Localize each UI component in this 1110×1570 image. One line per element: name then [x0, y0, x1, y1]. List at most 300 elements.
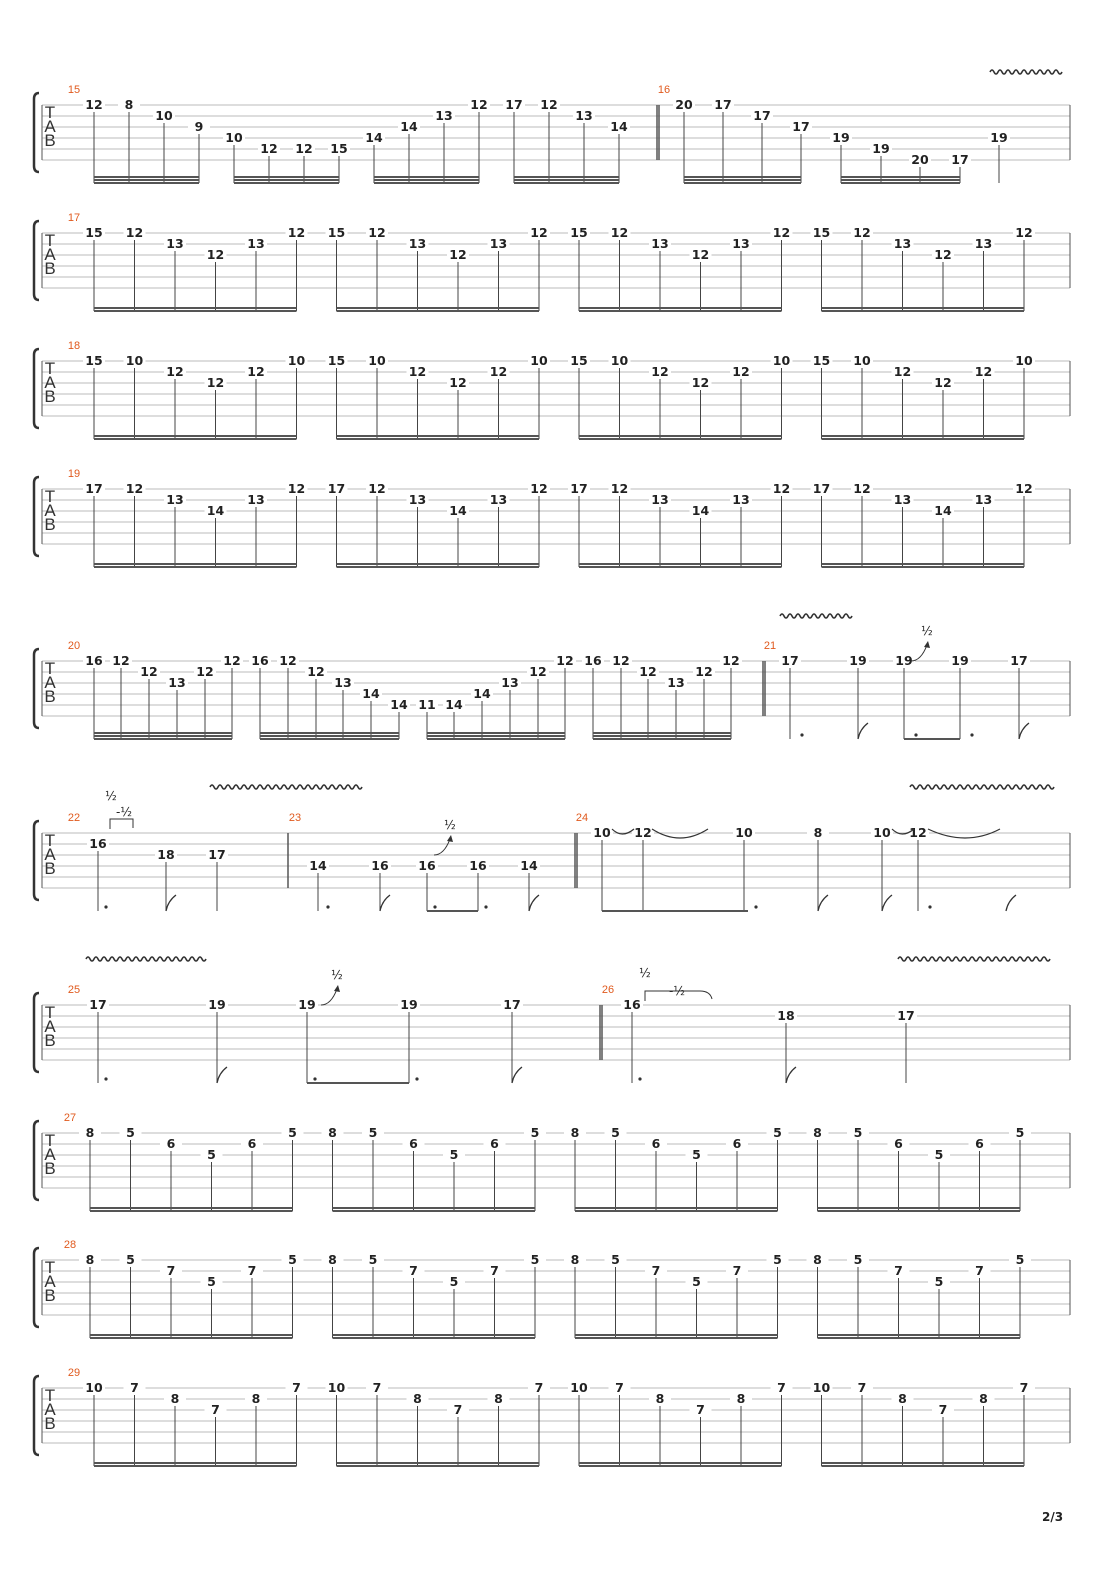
system-bracket — [34, 1248, 39, 1327]
tab-staff — [34, 468, 1070, 567]
system-bracket — [34, 93, 39, 172]
tab-note — [223, 130, 245, 183]
fret-number: 12 — [307, 664, 325, 679]
fret-number: 10 — [368, 353, 386, 368]
tab-note — [79, 1125, 101, 1211]
system-bracket — [34, 993, 39, 1072]
fret-number: 7 — [247, 1263, 257, 1278]
note-flag — [882, 895, 892, 911]
tab-note — [973, 1391, 995, 1466]
tab-note — [847, 653, 869, 739]
fret-number: 12 — [166, 364, 184, 379]
tab-note — [326, 481, 348, 567]
fret-number: 12 — [140, 664, 158, 679]
fret-number: 7 — [453, 1402, 463, 1417]
tab-note — [730, 364, 752, 439]
tab-note — [1013, 481, 1035, 567]
tab-note — [296, 997, 318, 1083]
tab-note — [690, 503, 712, 567]
fret-number: 17 — [714, 97, 732, 112]
tab-note — [87, 997, 109, 1083]
fret-number: 8 — [494, 1391, 503, 1406]
tab-note — [245, 492, 267, 567]
tab-note — [282, 1252, 304, 1338]
tab-note — [851, 1380, 873, 1466]
tab-note — [928, 1274, 950, 1338]
tab-note — [160, 1263, 182, 1338]
fret-number: 12 — [853, 481, 871, 496]
tab-note — [164, 492, 186, 567]
bend-arrow — [434, 839, 450, 855]
tab-note — [609, 353, 631, 439]
note-flag — [380, 895, 390, 911]
tab-note — [851, 353, 873, 439]
tab-note — [726, 1136, 748, 1211]
tab-clef-b: B — [44, 1159, 56, 1178]
fret-number: 5 — [126, 1252, 135, 1267]
tab-note — [609, 225, 631, 311]
tab-note — [206, 997, 228, 1083]
tab-note — [851, 225, 873, 311]
tab-note — [847, 1252, 869, 1338]
tab-note — [407, 492, 429, 567]
fret-number: 6 — [166, 1136, 176, 1151]
tab-note — [366, 353, 388, 439]
tab-note — [83, 225, 105, 311]
fret-number: 13 — [893, 492, 912, 507]
fret-number: 10 — [530, 353, 548, 368]
fret-number: 14 — [691, 503, 710, 518]
tab-note — [649, 236, 671, 311]
tab-clef-b: B — [44, 515, 56, 534]
tab-note — [1013, 1380, 1035, 1466]
fret-number: 15 — [330, 141, 348, 156]
fret-number: 14 — [362, 686, 380, 701]
fret-number: 12 — [408, 364, 427, 379]
tab-clef-b: B — [44, 387, 56, 406]
tab-note — [568, 353, 590, 439]
fret-number: 17 — [1010, 653, 1028, 668]
vibrato-mark — [780, 614, 852, 618]
fret-number: 5 — [773, 1125, 782, 1140]
fret-number: 13 — [247, 492, 265, 507]
tab-note — [847, 1125, 869, 1211]
tab-note — [811, 481, 833, 567]
fret-number: 11 — [418, 697, 436, 712]
fret-number: 12 — [206, 375, 225, 390]
fret-number: 18 — [777, 1008, 795, 1023]
fret-number: 14 — [520, 858, 538, 873]
dot — [970, 733, 973, 736]
fret-number: 8 — [251, 1391, 261, 1406]
tab-note — [605, 1125, 627, 1211]
fret-number: 7 — [1019, 1380, 1029, 1395]
tab-note — [969, 1263, 991, 1338]
tab-note — [811, 1380, 833, 1466]
tab-note — [447, 247, 469, 311]
tab-clef-t: T — [44, 1131, 56, 1150]
note-flag — [512, 1067, 522, 1083]
tab-note — [528, 1380, 550, 1466]
dot — [326, 905, 329, 908]
fret-number: 5 — [288, 1125, 297, 1140]
fret-number: 5 — [692, 1274, 701, 1289]
tab-clef-t: T — [44, 487, 56, 506]
fret-number: 17 — [85, 481, 103, 496]
fret-number: 12 — [639, 664, 657, 679]
dot — [638, 1077, 641, 1080]
tab-note — [969, 1136, 991, 1211]
fret-number: 5 — [611, 1125, 620, 1140]
tab-note — [201, 1147, 223, 1211]
fret-number: 5 — [853, 1125, 863, 1140]
fret-number: 7 — [211, 1402, 220, 1417]
tab-note — [164, 364, 186, 439]
fret-number: 5 — [368, 1252, 378, 1267]
fret-number: 17 — [753, 108, 771, 123]
fret-number: 8 — [124, 97, 134, 112]
fret-number: 15 — [327, 353, 346, 368]
fret-number: 5 — [530, 1252, 540, 1267]
tab-note — [245, 364, 267, 439]
fret-number: 5 — [449, 1274, 459, 1289]
system-bracket — [34, 1376, 39, 1455]
tab-note — [153, 108, 175, 183]
tab-clef-t: T — [44, 231, 56, 250]
fret-number: 12 — [279, 653, 297, 668]
tab-clef-a: A — [44, 673, 56, 692]
tab-note — [632, 825, 654, 911]
fret-number: 7 — [975, 1263, 984, 1278]
fret-number: 7 — [490, 1263, 499, 1278]
tab-staff — [34, 70, 1070, 183]
fret-number: 7 — [409, 1263, 418, 1278]
tab-note — [443, 1274, 465, 1338]
fret-number: 19 — [298, 997, 316, 1012]
measure-number: 18 — [67, 340, 81, 352]
tab-note — [771, 353, 793, 439]
tab-note — [830, 130, 852, 183]
vibrato-mark — [910, 785, 1054, 789]
fret-number: 10 — [772, 353, 791, 368]
fret-number: 14 — [449, 503, 467, 518]
system-bracket — [34, 477, 39, 556]
tab-note — [79, 1252, 101, 1338]
tab-note — [447, 1402, 469, 1466]
fret-number: 12 — [260, 141, 278, 156]
measure-number: 21 — [763, 640, 777, 652]
tab-note — [733, 825, 755, 911]
fret-number: 12 — [540, 97, 558, 112]
tab-note — [751, 108, 773, 183]
fret-number: 9 — [194, 119, 204, 134]
bend-label: ½ — [921, 624, 933, 638]
tab-note — [205, 1402, 227, 1466]
tab-note — [286, 481, 308, 567]
tab-note — [892, 364, 914, 439]
fret-number: 17 — [812, 481, 831, 496]
tab-note — [888, 1136, 910, 1211]
tab-note — [538, 97, 560, 183]
tab-note — [201, 1274, 223, 1338]
tab-note — [403, 1263, 425, 1338]
bend-arrowhead — [334, 985, 340, 992]
tab-clef-a: A — [44, 117, 56, 136]
fret-number: 8 — [85, 1252, 95, 1267]
tab-note — [206, 847, 228, 911]
tab-note — [771, 1380, 793, 1466]
system-bracket — [34, 349, 39, 428]
fret-number: 8 — [736, 1391, 746, 1406]
tab-note — [488, 492, 510, 567]
release-label: -½ — [116, 805, 132, 819]
tab-note — [811, 225, 833, 311]
page-number: 2/3 — [1042, 1510, 1064, 1524]
tab-note — [673, 97, 695, 183]
measure-number: 27 — [63, 1112, 77, 1124]
fret-number: 8 — [813, 1252, 822, 1267]
fret-number: 19 — [849, 653, 867, 668]
fret-number: 12 — [610, 481, 629, 496]
fret-number: 10 — [610, 353, 629, 368]
tab-clef-a: A — [44, 1145, 56, 1164]
fret-number: 12 — [909, 825, 927, 840]
tab-note — [87, 836, 109, 911]
system-bracket — [34, 821, 39, 900]
tab-note — [164, 1391, 186, 1466]
tab-note — [895, 1008, 917, 1083]
fret-number: 5 — [207, 1147, 216, 1162]
tab-note — [608, 119, 630, 183]
fret-number: 13 — [974, 492, 993, 507]
fret-number: 8 — [570, 1125, 580, 1140]
fret-number: 5 — [530, 1125, 540, 1140]
bend-arrowhead — [924, 641, 930, 648]
prebend-label: ½ — [105, 789, 117, 803]
fret-number: 14 — [473, 686, 491, 701]
fret-number: 12 — [85, 97, 103, 112]
tab-note — [194, 664, 216, 739]
note-flag — [1019, 723, 1029, 739]
tab-note — [720, 653, 742, 739]
tab-clef-t: T — [44, 1386, 56, 1405]
tab-note — [124, 481, 146, 567]
fret-number: 16 — [251, 653, 269, 668]
fret-number: 19 — [895, 653, 913, 668]
fret-number: 12 — [722, 653, 740, 668]
tab-note — [433, 108, 455, 183]
fret-number: 17 — [951, 152, 969, 167]
tab-note — [621, 997, 643, 1083]
tab-note — [730, 1391, 752, 1466]
tab-note — [524, 1252, 546, 1338]
tab-note — [286, 225, 308, 311]
fret-number: 12 — [206, 247, 225, 262]
tab-note — [649, 1391, 671, 1466]
fret-number: 12 — [449, 247, 467, 262]
tab-note — [1009, 1252, 1031, 1338]
fret-number: 12 — [691, 375, 710, 390]
tab-note — [155, 847, 177, 911]
fret-number: 12 — [368, 225, 386, 240]
tab-clef-t: T — [44, 1003, 56, 1022]
tab-note — [973, 236, 995, 311]
fret-number: 12 — [196, 664, 214, 679]
tab-note — [610, 653, 632, 739]
tab-clef-b: B — [44, 687, 56, 706]
tab-note — [249, 653, 271, 739]
fret-number: 8 — [813, 825, 823, 840]
tab-note — [138, 664, 160, 739]
system-bracket — [34, 1121, 39, 1200]
dot — [914, 733, 917, 736]
tab-staff — [34, 785, 1070, 911]
fret-number: 13 — [408, 236, 427, 251]
fret-number: 6 — [651, 1136, 661, 1151]
fret-number: 12 — [1015, 481, 1033, 496]
fret-number: 8 — [898, 1391, 907, 1406]
fret-number: 13 — [166, 236, 184, 251]
tab-note — [471, 686, 493, 739]
note-flag — [818, 895, 828, 911]
tab-note — [932, 247, 954, 311]
measure-number: 29 — [67, 1367, 81, 1379]
tab-note — [973, 364, 995, 439]
fret-number: 7 — [894, 1263, 903, 1278]
tab-note — [205, 503, 227, 567]
fret-number: 5 — [692, 1147, 701, 1162]
tab-note — [447, 375, 469, 439]
fret-number: 17 — [897, 1008, 915, 1023]
tab-note — [767, 1252, 789, 1338]
fret-number: 13 — [575, 108, 593, 123]
fret-number: 12 — [732, 364, 750, 379]
fret-number: 8 — [328, 1125, 337, 1140]
fret-number: 10 — [853, 353, 871, 368]
tab-staff — [34, 957, 1070, 1083]
fret-number: 14 — [309, 858, 327, 873]
fret-number: 5 — [773, 1252, 782, 1267]
tab-note — [1013, 353, 1035, 439]
tab-note — [690, 375, 712, 439]
fret-number: 17 — [792, 119, 810, 134]
tab-note — [730, 492, 752, 567]
fret-number: 13 — [667, 675, 685, 690]
tab-note — [443, 1147, 465, 1211]
fret-number: 12 — [695, 664, 713, 679]
tab-note — [649, 492, 671, 567]
fret-number: 16 — [584, 653, 602, 668]
tab-note — [932, 375, 954, 439]
fret-number: 12 — [223, 653, 241, 668]
tab-note — [811, 353, 833, 439]
fret-number: 12 — [287, 481, 306, 496]
tab-staff — [34, 1112, 1070, 1211]
fret-number: 8 — [85, 1125, 95, 1140]
tab-note — [1009, 1125, 1031, 1211]
bend-arrow — [321, 989, 337, 1005]
tab-note — [645, 1136, 667, 1211]
fret-number: 7 — [166, 1263, 176, 1278]
tab-note — [573, 108, 595, 183]
fret-number: 17 — [208, 847, 226, 862]
tab-clef-b: B — [44, 1414, 56, 1433]
tab-note — [124, 353, 146, 439]
tab-note — [332, 675, 354, 739]
fret-number: 12 — [610, 225, 629, 240]
fret-number: 12 — [247, 364, 265, 379]
tab-note — [871, 825, 893, 911]
fret-number: 10 — [812, 1380, 831, 1395]
fret-number: 12 — [529, 664, 547, 679]
tab-note — [416, 858, 438, 911]
fret-number: 13 — [435, 108, 453, 123]
tab-note — [484, 1136, 506, 1211]
fret-number: 10 — [225, 130, 243, 145]
fret-number: 12 — [934, 247, 952, 262]
tab-note — [166, 675, 188, 739]
fret-number: 5 — [611, 1252, 620, 1267]
fret-number: 12 — [772, 481, 791, 496]
tab-note — [892, 236, 914, 311]
tab-note — [730, 236, 752, 311]
tab-note — [568, 1380, 590, 1466]
fret-number: 8 — [813, 1125, 822, 1140]
fret-number: 10 — [593, 825, 611, 840]
tab-note — [398, 997, 420, 1083]
tab-note — [241, 1136, 263, 1211]
tab-note — [568, 225, 590, 311]
measure-number: 23 — [288, 812, 302, 824]
fret-number: 7 — [857, 1380, 867, 1395]
tab-note — [568, 481, 590, 567]
tab-note — [322, 1252, 344, 1338]
tab-note — [118, 97, 140, 183]
tab-note — [488, 364, 510, 439]
measure-number: 24 — [575, 812, 589, 824]
tab-note — [205, 247, 227, 311]
fret-number: 7 — [651, 1263, 661, 1278]
tab-note — [807, 1252, 829, 1338]
dot — [415, 1077, 418, 1080]
measure-number: 28 — [63, 1239, 77, 1251]
fret-number: 6 — [894, 1136, 903, 1151]
fret-number: 12 — [772, 225, 791, 240]
fret-number: 12 — [691, 247, 710, 262]
fret-number: 19 — [951, 653, 969, 668]
fret-number: 13 — [893, 236, 912, 251]
tab-note — [582, 653, 604, 739]
tab-note — [282, 1125, 304, 1211]
fret-number: 5 — [853, 1252, 863, 1267]
fret-number: 16 — [418, 858, 436, 873]
fret-number: 16 — [469, 858, 487, 873]
fret-number: 12 — [853, 225, 871, 240]
bend-label: ½ — [331, 968, 343, 982]
fret-number: 8 — [979, 1391, 988, 1406]
fret-number: 17 — [505, 97, 523, 112]
fret-number: 12 — [449, 375, 467, 390]
tab-note — [83, 97, 105, 183]
tab-clef-a: A — [44, 373, 56, 392]
fret-number: 13 — [489, 492, 508, 507]
tab-note — [363, 130, 385, 183]
note-flag — [166, 895, 176, 911]
tab-clef-t: T — [44, 831, 56, 850]
fret-number: 7 — [534, 1380, 544, 1395]
fret-number: 10 — [1015, 353, 1033, 368]
tab-note — [564, 1252, 586, 1338]
